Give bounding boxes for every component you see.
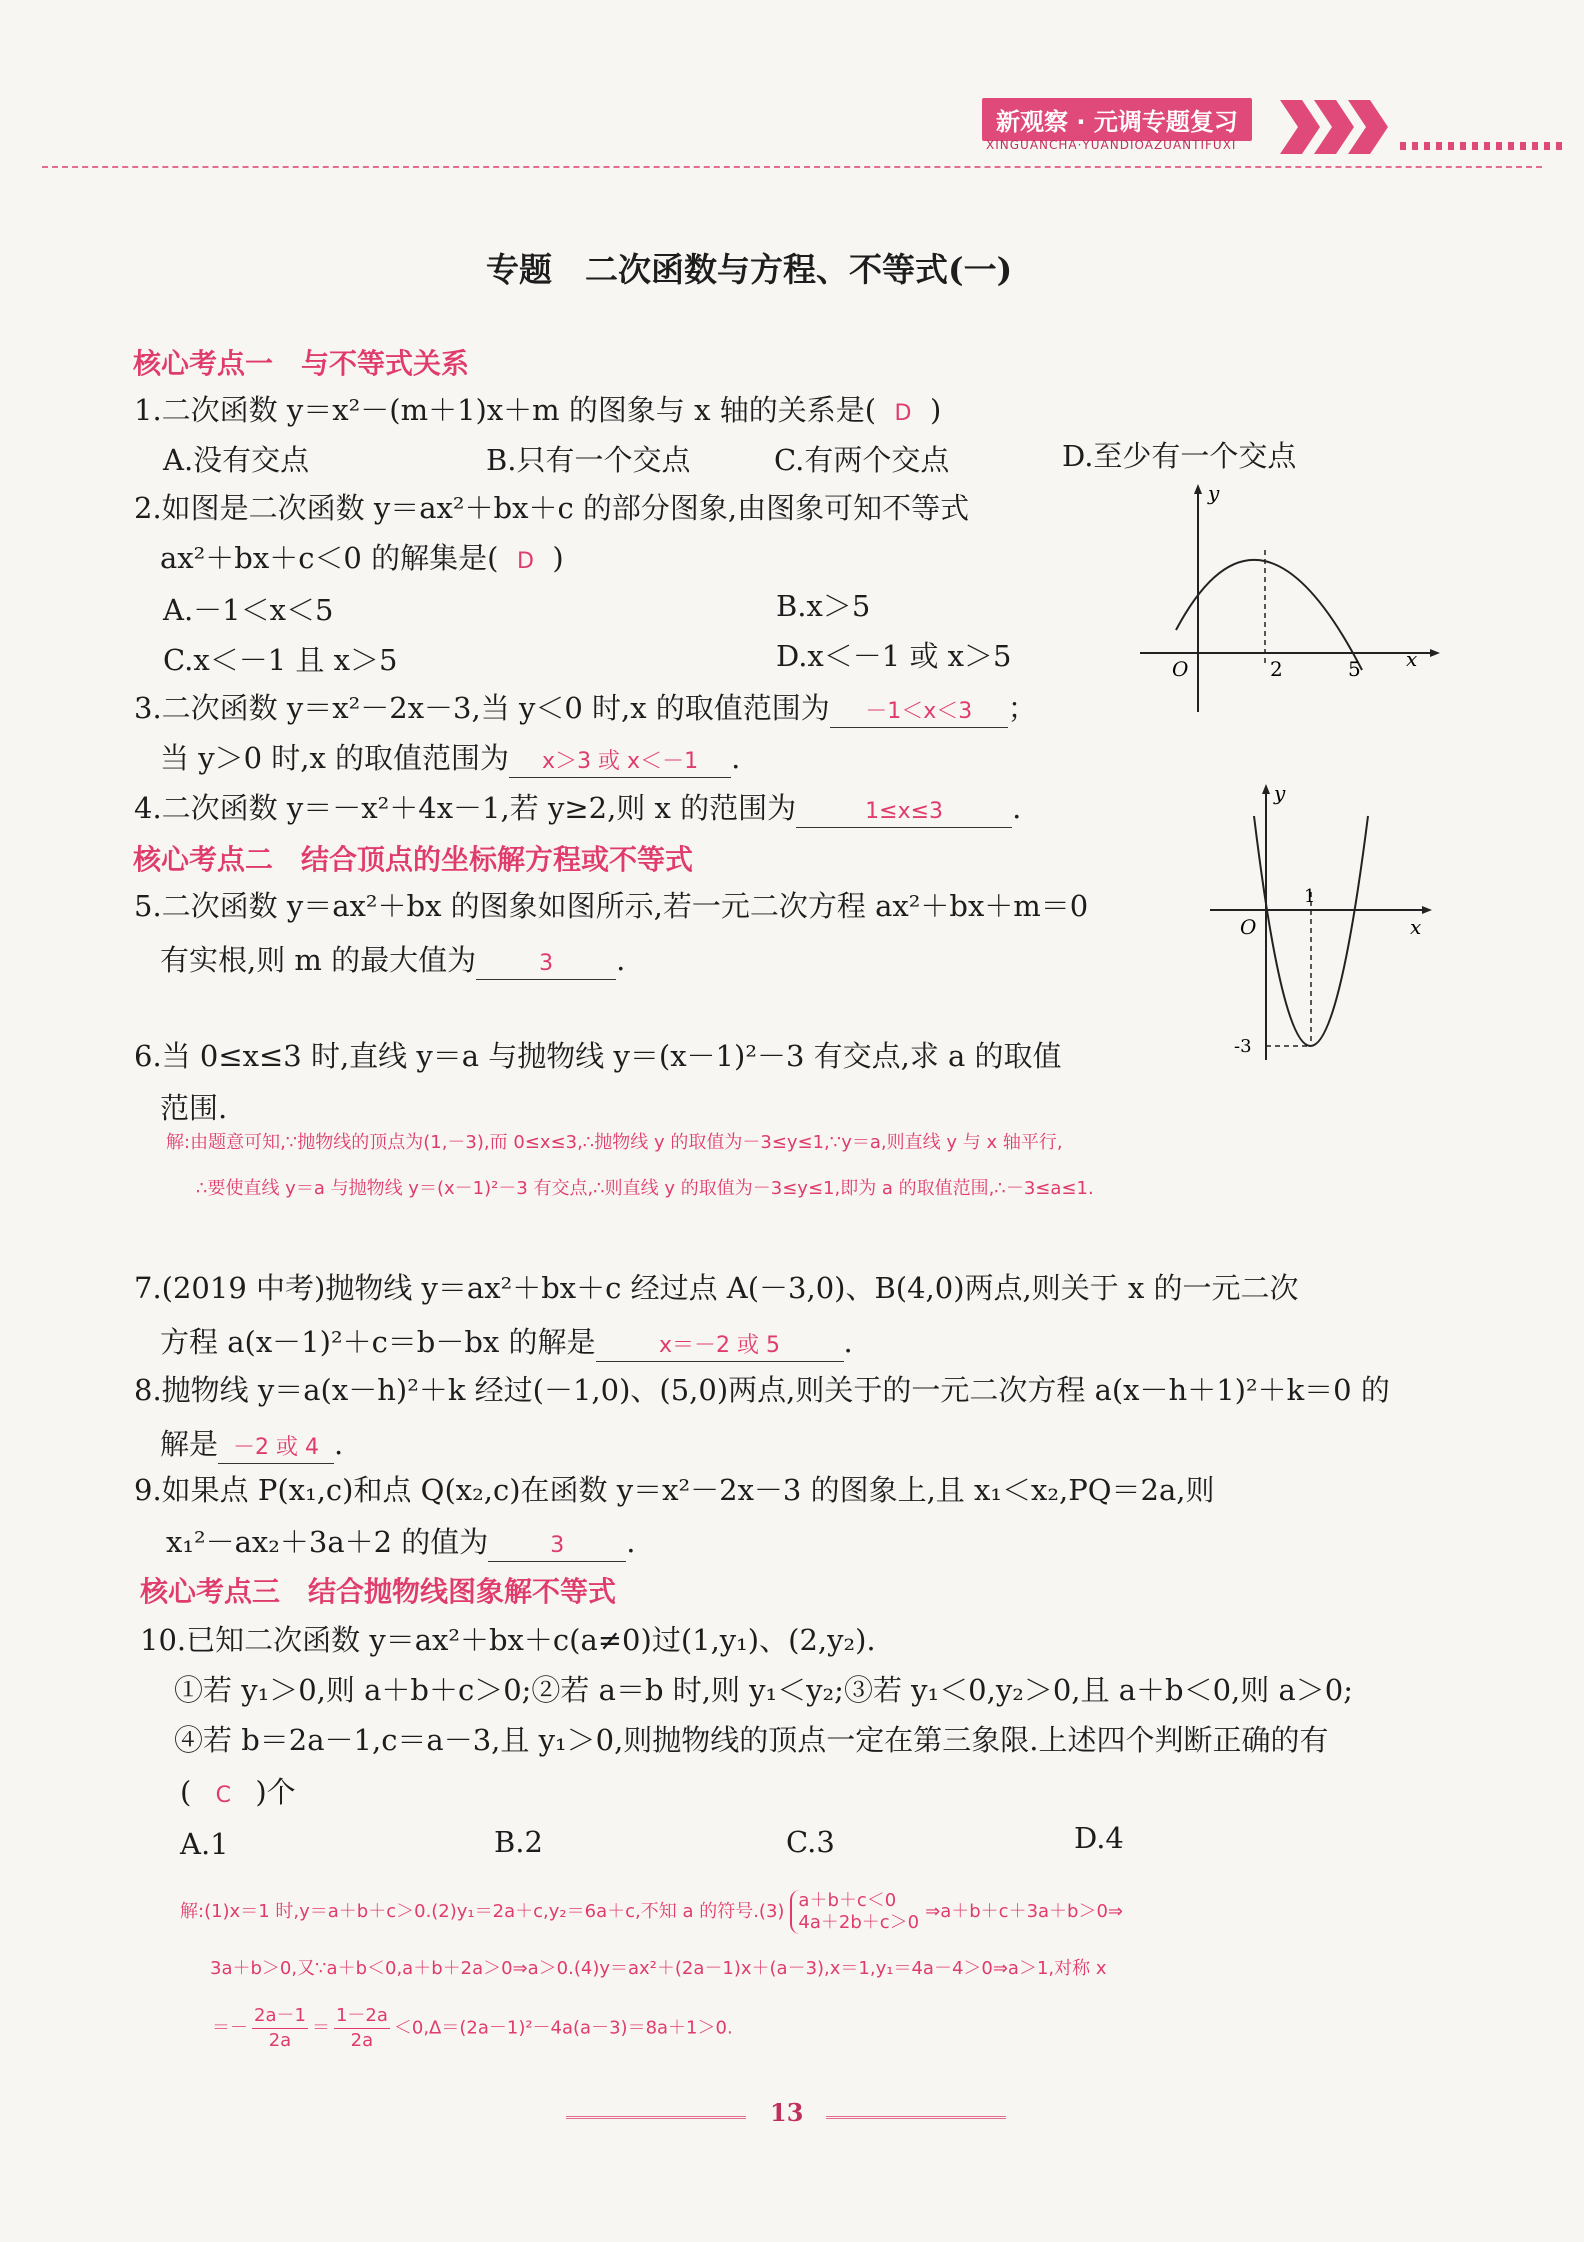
header-pinyin: XINGUANCHA·YUANDIOAZUANTIFUXI [986, 138, 1237, 152]
q10-option-b: B.2 [494, 1825, 543, 1859]
q9-line-2: x₁²－ax₂＋3a＋2 的值为 3 . [166, 1522, 636, 1562]
header-chevrons-icon [1280, 94, 1580, 164]
q3-answer-2: x＞3 或 x＜－1 [509, 747, 731, 778]
q10-option-a: A.1 [180, 1827, 229, 1861]
q3-answer-1: －1＜x＜3 [830, 697, 1008, 728]
q2-option-b: B.x＞5 [776, 589, 871, 623]
header-rule [42, 166, 1542, 168]
q10-system: a＋b＋c＜0 4a＋2b＋c＞0 [790, 1890, 919, 1934]
section-heading-1: 核心考点一 与不等式关系 [133, 347, 470, 380]
graph1-y-label: y [1208, 481, 1220, 505]
page-title: 专题 二次函数与方程、不等式(一) [486, 250, 1013, 289]
q2-line-2: ax²＋bx＋c＜0 的解集是( D ) [160, 538, 564, 582]
q2-line-1: 2.如图是二次函数 y＝ax²＋bx＋c 的部分图象,由图象可知不等式 [134, 491, 970, 525]
q9-answer: 3 [488, 1531, 626, 1562]
q2-option-d: D.x＜－1 或 x＞5 [776, 639, 1012, 673]
q2-option-a: A.－1＜x＜5 [163, 593, 334, 627]
q1-option-b: B.只有一个交点 [486, 443, 691, 477]
q1-option-c: C.有两个交点 [774, 443, 950, 477]
q10-line-1: 10.已知二次函数 y＝ax²＋bx＋c(a≠0)过(1,y₁)、(2,y₂). [140, 1623, 876, 1657]
q8-line-2: 解是 －2 或 4 . [160, 1424, 343, 1464]
q5-parabola-graph [1200, 776, 1440, 1066]
q10-fraction-2: $\frac{1-2a}{2a}$ [335, 2005, 388, 2051]
graph1-x-label: x [1406, 647, 1418, 671]
q6-solution-2: ∴要使直线 y＝a 与抛物线 y＝(x－1)²－3 有交点,∴则直线 y 的取值为－3≤y≤1,即为 a 的取值范围,∴－3≤a≤1. [196, 1178, 1094, 1199]
section-heading-2: 核心考点二 结合顶点的坐标解方程或不等式 [133, 843, 694, 876]
q7-answer: x＝－2 或 5 [596, 1331, 844, 1362]
q10-fraction-1: $\frac{2a-1}{2a}$ [254, 2005, 306, 2051]
q10-option-c: C.3 [786, 1825, 835, 1859]
graph1-tick-2: 2 [1270, 657, 1283, 681]
q6-line-1: 6.当 0≤x≤3 时,直线 y＝a 与抛物线 y＝(x－1)²－3 有交点,求 a 的取值 [134, 1039, 1062, 1073]
q10-line-3: ④若 b＝2a－1,c＝a－3,且 y₁＞0,则抛物线的顶点一定在第三象限.上述四个判断正确的有 [174, 1723, 1329, 1757]
footer-rule-right [826, 2116, 1006, 2119]
q5-line-1: 5.二次函数 y＝ax²＋bx 的图象如图所示,若一元二次方程 ax²＋bx＋m＝0 [134, 889, 1089, 923]
q9-line-1: 9.如果点 P(x₁,c)和点 Q(x₂,c)在函数 y＝x²－2x－3 的图象上,且 x₁＜x₂,PQ＝2a,则 [134, 1473, 1215, 1507]
section-heading-3: 核心考点三 结合抛物线图象解不等式 [140, 1575, 617, 1608]
q10-line-2: ①若 y₁＞0,则 a＋b＋c＞0;②若 a＝b 时,则 y₁＜y₂;③若 y₁＜0,y₂＞0,且 a＋b＜0,则 a＞0; [174, 1673, 1353, 1707]
q1-option-a: A.没有交点 [163, 443, 310, 477]
q7-line-1: 7.(2019 中考)抛物线 y＝ax²＋bx＋c 经过点 A(－3,0)、B(4,0)两点,则关于 x 的一元二次 [134, 1271, 1299, 1305]
q1-answer: D [894, 401, 912, 426]
question-1: 1.二次函数 y＝x²－(m＋1)x＋m 的图象与 x 轴的关系是( D ) [134, 390, 941, 434]
graph1-origin: O [1172, 657, 1189, 681]
q5-answer: 3 [476, 949, 616, 980]
q1-option-d: D.至少有一个交点 [1062, 439, 1297, 473]
graph2-y-label: y [1274, 781, 1286, 805]
q5-line-2: 有实根,则 m 的最大值为 3 . [160, 940, 625, 980]
q4-line: 4.二次函数 y＝－x²＋4x－1,若 y≥2,则 x 的范围为 1≤x≤3 . [134, 788, 1021, 828]
q10-option-d: D.4 [1074, 1821, 1124, 1855]
page-number: 13 [770, 2098, 804, 2127]
q4-answer: 1≤x≤3 [796, 797, 1012, 828]
q10-answer: C [215, 1783, 232, 1808]
graph2-tick-1: 1 [1304, 886, 1316, 907]
graph2-x-label: x [1410, 915, 1422, 939]
q7-line-2: 方程 a(x－1)²＋c＝b－bx 的解是 x＝－2 或 5 . [160, 1322, 853, 1362]
graph1-tick-5: 5 [1348, 657, 1361, 681]
q6-solution-1: 解:由题意可知,∵抛物线的顶点为(1,－3),而 0≤x≤3,∴抛物线 y 的取值为－3≤y≤1,∵y＝a,则直线 y 与 x 轴平行, [166, 1132, 1063, 1153]
q6-line-2: 范围. [160, 1091, 228, 1125]
q10-solution-3: ＝－ $\frac{2a-1}{2a}$ ＝ $\frac{1-2a}{2a}$ ＜0,Δ＝(2a－1)²－4a(a－3)＝8a＋1＞0. [212, 2005, 733, 2051]
q2-option-c: C.x＜－1 且 x＞5 [163, 643, 398, 677]
q8-answer: －2 或 4 [218, 1433, 334, 1464]
q3-line-1: 3.二次函数 y＝x²－2x－3,当 y＜0 时,x 的取值范围为 －1＜x＜3 ； [134, 688, 1037, 728]
q8-line-1: 8.抛物线 y＝a(x－h)²＋k 经过(－1,0)、(5,0)两点,则关于的一元二次方程 a(x－h＋1)²＋k＝0 的 [134, 1373, 1390, 1407]
q2-parabola-graph [1130, 480, 1440, 720]
graph2-origin: O [1240, 915, 1257, 939]
q1-stem: 1.二次函数 y＝x²－(m＋1)x＋m 的图象与 x 轴的关系是( [134, 393, 877, 427]
q10-line-4: ( C )个 [180, 1772, 296, 1816]
footer-rule-left [566, 2116, 746, 2119]
q2-answer: D [516, 549, 534, 574]
graph2-tick-neg3: -3 [1234, 1036, 1252, 1057]
q10-solution-1: 解:(1)x＝1 时,y＝a＋b＋c＞0.(2)y₁＝2a＋c,y₂＝6a＋c,不知 a 的符号.(3) a＋b＋c＜0 4a＋2b＋c＞0 ⇒a＋b＋c＋3a＋b＞0⇒ [180, 1890, 1124, 1933]
header-brand: 新观察 · 元调专题复习 [982, 98, 1252, 141]
q10-solution-2: 3a＋b＞0,又∵a＋b＜0,a＋b＋2a＞0⇒a＞0.(4)y＝ax²＋(2a－1)x＋(a－3),x＝1,y₁＝4a－4＞0⇒a＞1,对称 x [210, 1958, 1107, 1979]
q3-line-2: 当 y＞0 时,x 的取值范围为 x＞3 或 x＜－1 . [160, 738, 740, 778]
